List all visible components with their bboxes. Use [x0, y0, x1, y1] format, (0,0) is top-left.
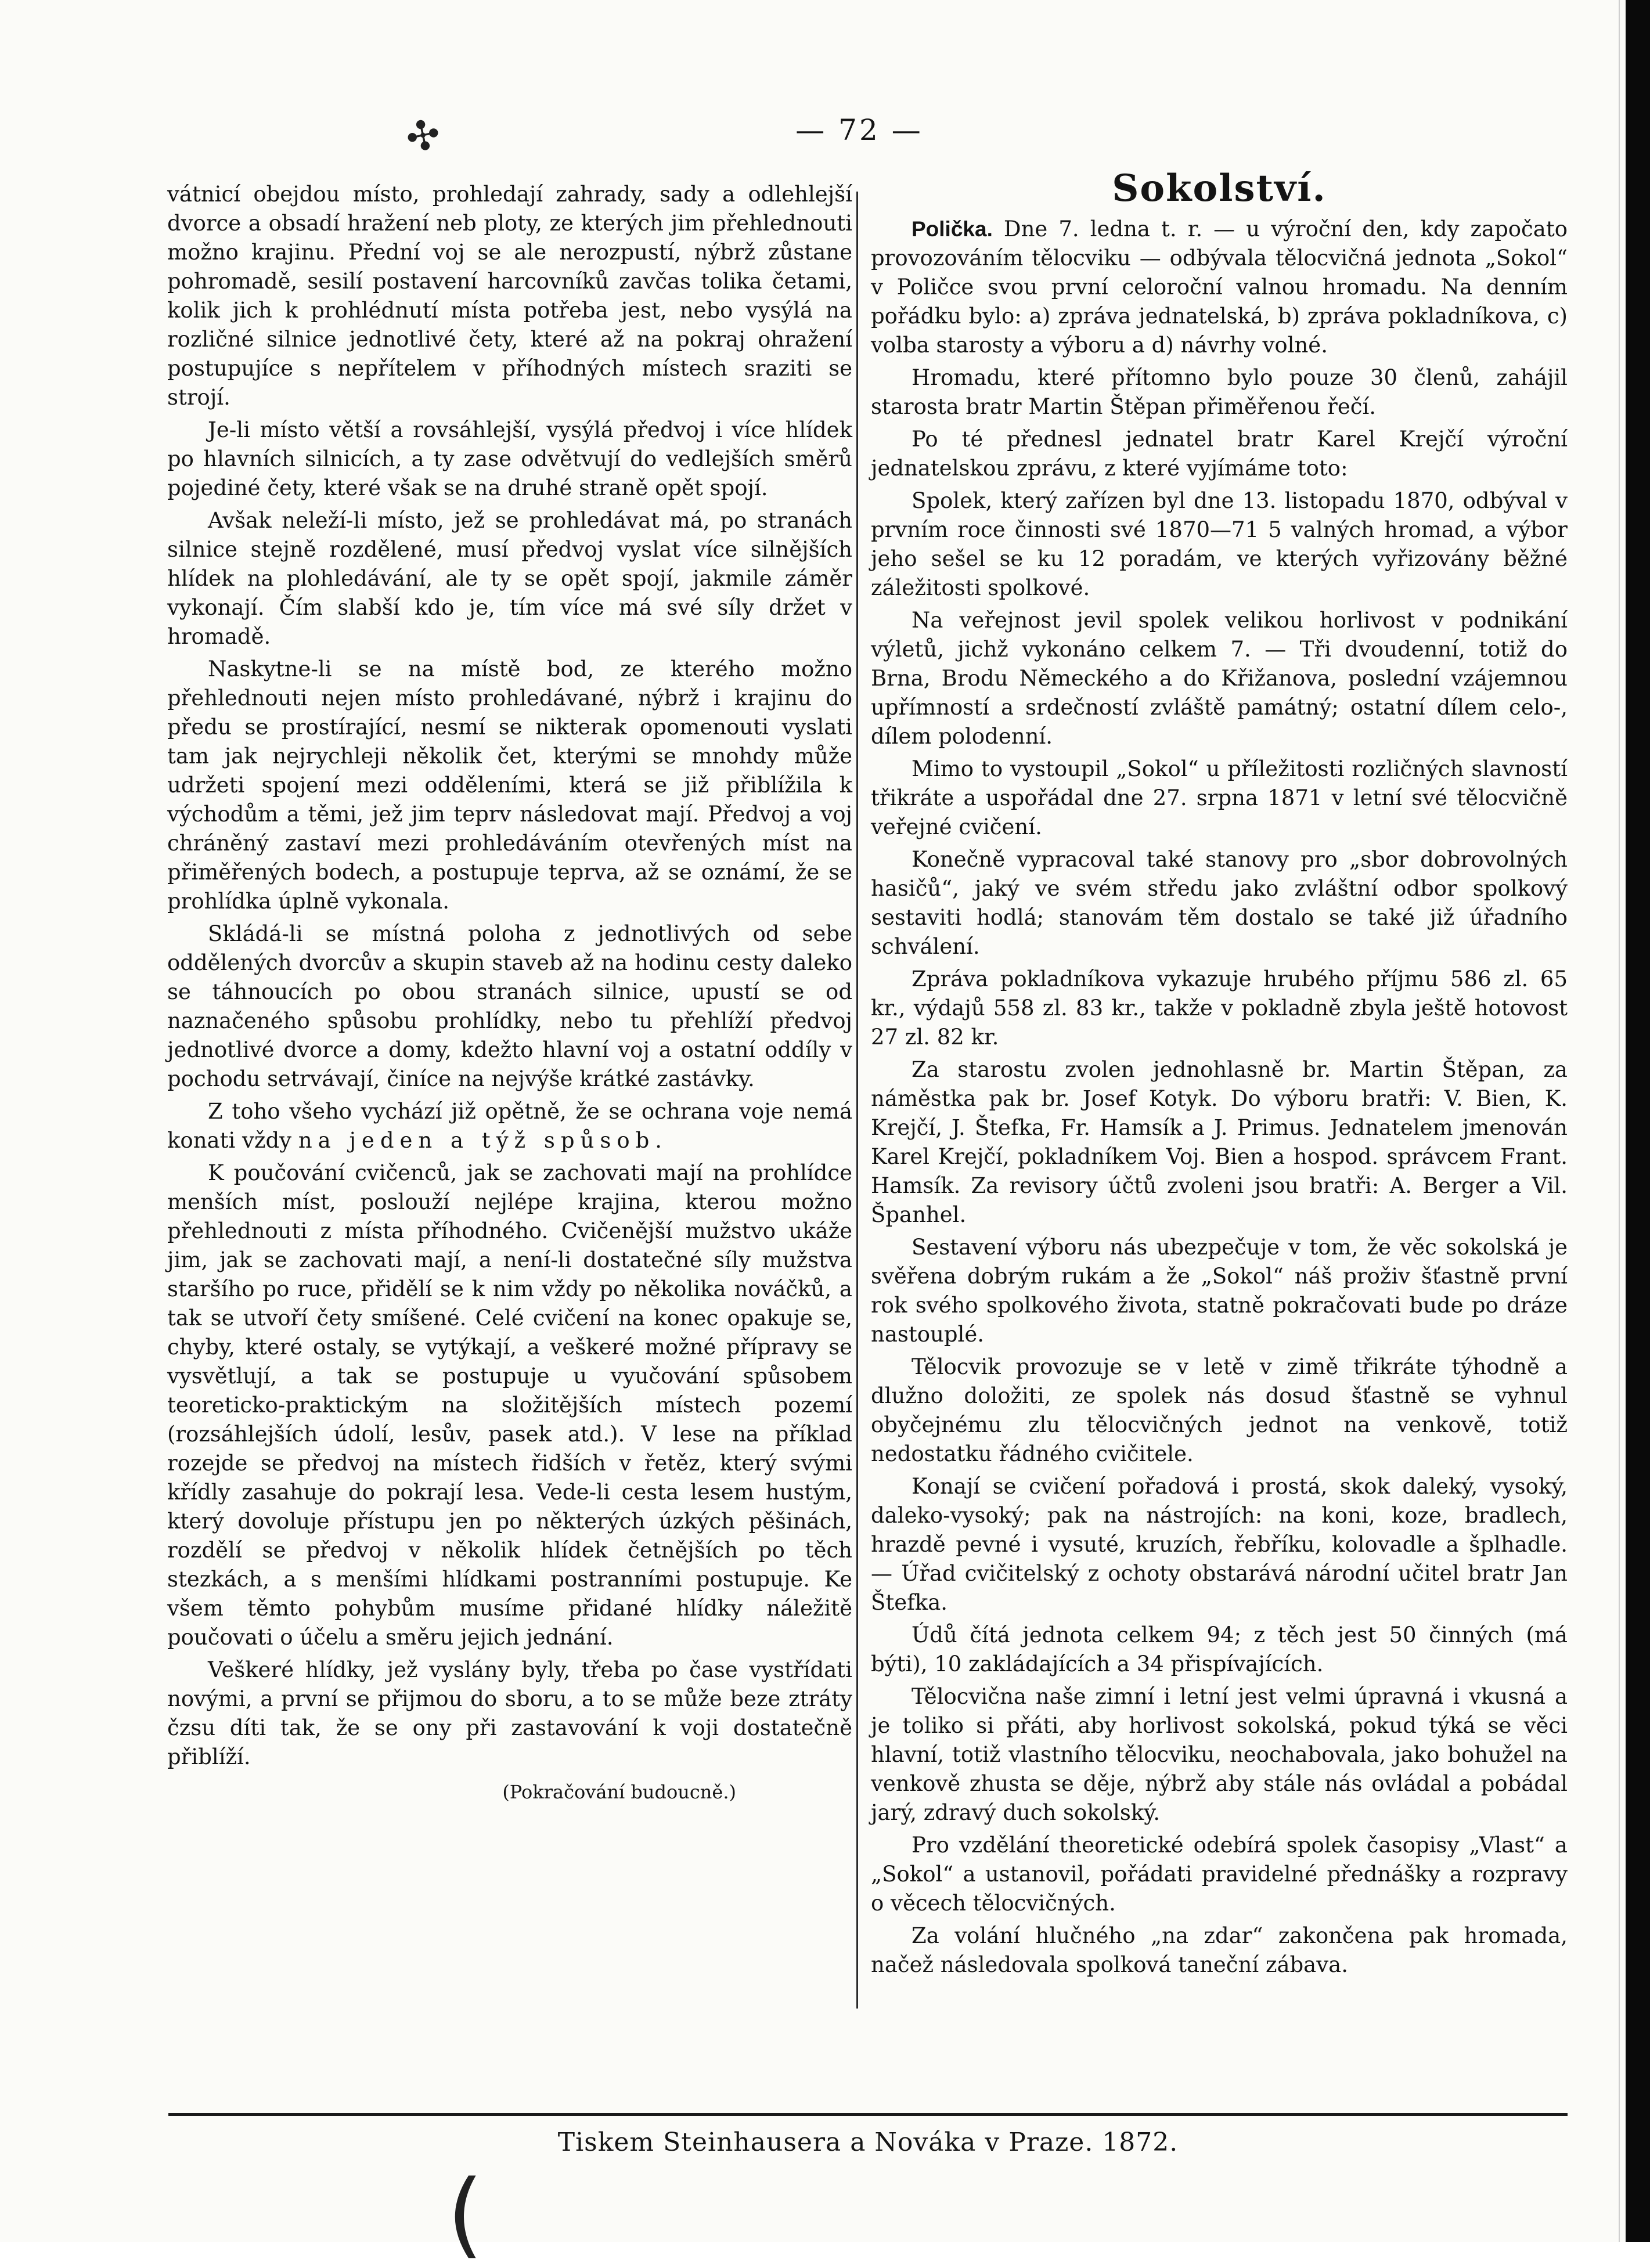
scan-border: [1626, 0, 1650, 2242]
paragraph: Mimo to vystoupil „Sokol“ u příležitosti rozličných slavností třikráte a uspořádal dne 27. srpna 1871 v letní své tělocvičně veřejné cvičení.: [871, 756, 1568, 839]
paragraph: [167, 1097, 852, 1155]
paragraph: Naskytne-li se na místě bod, ze kterého možno přehlednouti nejen místo prohledávané, nýbrž i krajinu do předu se prostírající, nesmí se nikterak opomenouti vyslati tam jak nejrychleji několik čet, kterými se mnohdy může udržeti spojení mezi odděleními, která se již přiblížila k východům a těmi, jež jim teprv následovat mají. Předvoj a voj chráněný zastaví mezi prohledáváním otevřených míst na přiměřených bodech, a postupuje teprva, až se oznámí, že se prohlídka úplně vykonala.: [167, 657, 852, 914]
footer-rule: [168, 2113, 1568, 2116]
paragraph: Za volání hlučného „na zdar“ zakončena pak hromada, načež následovala spolková taneční zábava.: [871, 1923, 1568, 1977]
paragraph-text: Dne 7. ledna t. r. — u výroční den, kdy započato provozováním tělocviku — odbývala tělocvičná jednota „Sokol“ v Poličce svou první celoroční valnou hromadu. Na denním pořádku bylo: a) zpráva jednatelská, b) zpráva pokladníkova, c) volba starosty a výboru a d) návrhy volné.: [871, 217, 1568, 358]
paragraph: Za starostu zvolen jednohlasně br. Martin Štěpan, za náměstka pak br. Josef Kotyk. Do výboru bratři: V. Bien, K. Krejčí, J. Štefka, Fr. Hamsík a J. Primus. Jednatelem jmenován Karel Krejčí, pokladníkem Voj. Bien a hospod. správcem Frant. Hamsík. Za revisory účtů zvoleni jsou bratři: A. Berger a Vil. Španhel.: [871, 1057, 1568, 1227]
column-divider: [856, 192, 858, 2009]
section-title: Sokolství.: [1112, 167, 1327, 210]
lead-place: Polička.: [912, 217, 993, 241]
paragraph: Konají se cvičení pořadová i prostá, skok daleký, vysoký, daleko-vysoký; pak na nástrojích: na koni, koze, bradlech, hrazdě pevné i vysuté, kruzích, řebříku, kolovadle a šplhadle. — Úřad cvičitelský z ochoty obstarává národní učitel bratr Jan Štefka.: [871, 1474, 1568, 1615]
right-column: [871, 167, 1568, 1979]
paragraph: Spolek, který zařízen byl dne 13. listopadu 1870, odbýval v prvním roce činnosti své 1870—71 5 valných hromad, a výbor jeho sešel se ku 12 poradám, ve kterých vyřizovány běžné záležitosti spolkové.: [871, 488, 1568, 600]
paragraph: Po té přednesl jednatel bratr Karel Krejčí výroční jednatelskou zprávu, z které vyjímáme toto:: [871, 427, 1568, 481]
ink-mark-icon: ✣: [401, 109, 445, 163]
page-number: — 72 —: [795, 113, 923, 147]
paragraph: Údů čítá jednota celkem 94; z těch jest 50 činných (má býti), 10 zakládajících a 34 přispívajících.: [871, 1622, 1568, 1676]
paragraph: Zpráva pokladníkova vykazuje hrubého příjmu 586 zl. 65 kr., výdajů 558 zl. 83 kr., takže v pokladně zbyla ještě hotovost 27 zl. 82 kr.: [871, 967, 1568, 1050]
ink-bracket-icon: (: [447, 2159, 484, 2268]
continued-note: (Pokračování budoucně.): [502, 1781, 736, 1803]
paragraph: Tělocvik provozuje se v letě v zimě třikráte týhodně a dlužno doložiti, ze spolek nás dosud šťastně se vyhnul obyčejnému zlu tělocvičných jednot na venkově, totiž nedostatku řádného cvičitele.: [871, 1354, 1568, 1466]
spaced-phrase: na jeden a týž spůsob.: [298, 1128, 668, 1153]
paragraph: Skládá-li se místná poloha z jednotlivých od sebe oddělených dvorcův a skupin staveb až na hodinu cesty daleko se táhnoucích po obou stranách silnice, upustí se od naznačeného spůsobu prohlídky, nebo tu přehlíží předvoj jednotlivé dvorce a domy, kdežto hlavní voj a ostatní oddíly v pochodu setrvávají, činíce na nejvýše krátké zastávky.: [167, 921, 852, 1091]
printer-imprint: Tiskem Steinhausera a Nováka v Praze. 1872.: [557, 2128, 1179, 2157]
paragraph: K poučování cvičenců, jak se zachovati mají na prohlídce menších míst, poslouží nejlépe krajina, kterou možno přehlednouti z místa příhodného. Cvičenější mužstvo ukáže jim, jak se zachovati mají, a není-li dostatečné síly mužstva staršího po ruce, přidělí se k nim vždy po několika nováčků, a tak se utvoří čety smíšené. Celé cvičení na konec opakuje se, chyby, které ostaly, se vytýkají, a veškeré možné přípravy se vysvětlují, a tak se postupuje u vyučování spůsobem teoreticko-praktickým na složitějších místech pozemí (rozsáhlejších údolí, lesův, pasek atd.). V lese na příklad rozejde se předvoj na místech řidších v řetěz, který svými křídly zasahuje do pokrají lesa. Vede-li cesta lesem hustým, který dovoluje přístupu jen po některých úzkých pěšinách, rozdělí se předvoj v několik hlídek četnějších po těch stezkách, a s menšími hlídkami postranními postupuje. Ke všem těmto pohybům musíme přidané hlídky náležitě poučovati o účelu a směru jejich jednání.: [167, 1160, 852, 1650]
paragraph: Na veřejnost jevil spolek velikou horlivost v podnikání výletů, jichž vykonáno celkem 7. — Tři dvoudenní, totiž do Brna, Brodu Německého a do Křižanova, poslední vzájemnou upřímností a srdečností zvláště památný; ostatní dílem celo-, dílem polodenní.: [871, 608, 1568, 749]
paragraph: vátnicí obejdou místo, prohledají zahrady, sady a odlehlejší dvorce a obsadí hražení neb ploty, ze kterých jim přehlednouti možno krajinu. Přední voj se ale nerozpustí, nýbrž zůstane pohromadě, sesilí postavení harcovníků zavčas tolika četami, kolik jich k prohlédnutí místa potřeba jest, nebo vysýlá na rozličné silnice jednotlivé čety, které až na pokraj ohražení postupujíce s nepřítelem v příhodných místech sraziti se strojí.: [167, 182, 852, 410]
paragraph: Tělocvična naše zimní i letní jest velmi úpravná i vkusná a je toliko si přáti, aby horlivost sokolská, pokud týká se věci hlavní, totiž vlastního tělocviku, neochabovala, jako bohužel na venkově zhusta se děje, nýbrž aby stále nás ovládal a pobádal jarý, zdravý duch sokolský.: [871, 1684, 1568, 1825]
paragraph: Hromadu, které přítomno bylo pouze 30 členů, zahájil starosta bratr Martin Štěpan přiměřenou řečí.: [871, 365, 1568, 419]
paragraph: Pro vzdělání theoretické odebírá spolek časopisy „Vlast“ a „Sokol“ a ustanovil, pořádati pravidelné přednášky a rozpravy o věcech tělocvičných.: [871, 1833, 1568, 1916]
paragraph: Je-li místo větší a rovsáhlejší, vysýlá předvoj i více hlídek po hlavních silnicích, a ty zase odvětvují do vedlejších směrů pojediné čety, které však se na druhé straně opět spojí.: [167, 417, 852, 500]
paragraph: Avšak neleží-li místo, jež se prohledávat má, po stranách silnice stejně rozdělené, musí předvoj vyslat více silnějších hlídek na plohledávání, ale ty se opět spojí, jakmile záměr vykonají. Čím slabší kdo je, tím více má své síly držet v hromadě.: [167, 508, 852, 649]
paragraph: Sestavení výboru nás ubezpečuje v tom, že věc sokolská je svěřena dobrým rukám a že „Sokol“ náš proživ šťastně první rok svého spolkového života, statně pokračovati bude po dráze nastouplé.: [871, 1235, 1568, 1347]
paragraph: Veškeré hlídky, jež vyslány byly, třeba po čase vystřídati novými, a první se přijmou do sboru, a to se může beze ztráty čzsu díti tak, že se ony při zastavování k voji dostatečně přiblíží.: [167, 1657, 852, 1769]
paragraph-text: Z toho všeho vychází již opětně, že se ochrana voje nemá konati vždy: [167, 1099, 852, 1153]
page-edge-line: [1619, 0, 1620, 2242]
left-column: [167, 180, 852, 1807]
paragraph: [871, 215, 1568, 360]
paragraph: Konečně vypracoval také stanovy pro „sbor dobrovolných hasičů“, jaký ve svém středu jako zvláštní odbor spolkový sestaviti hodlá; stanovám těm dostalo se také již úřadního schválení.: [871, 847, 1568, 959]
